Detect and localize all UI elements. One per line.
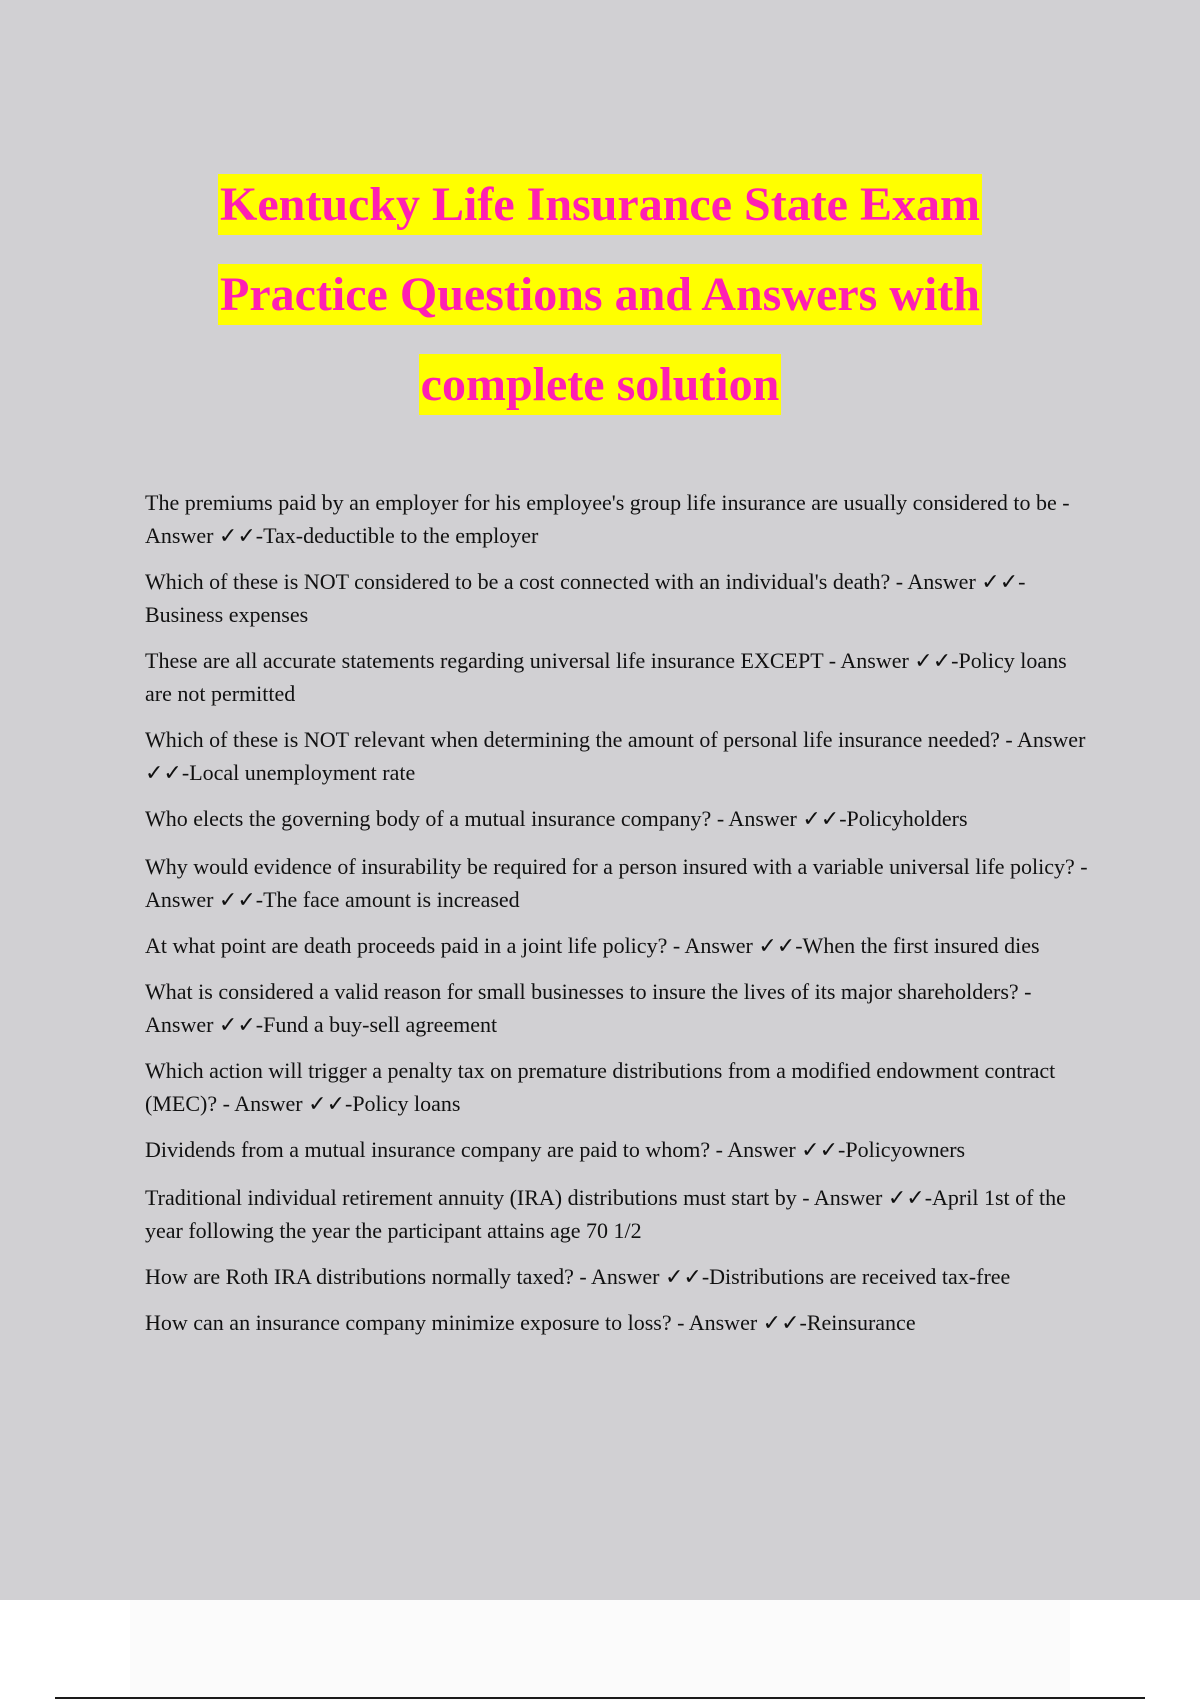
- qa-item: How are Roth IRA distributions normally taxed? - Answer ✓✓-Distributions are received tax-free: [145, 1264, 1011, 1289]
- qa-item: At what point are death proceeds paid in a joint life policy? - Answer ✓✓-When the first insured dies: [145, 933, 1040, 958]
- qa-item: The premiums paid by an employer for his employee's group life insurance are usually considered to be - Answer ✓✓-Tax-deductible to the employer: [145, 490, 1070, 548]
- footer-shade: [130, 1600, 1070, 1700]
- qa-item: Which of these is NOT considered to be a cost connected with an individual's death? - Answer ✓✓-Business expenses: [145, 569, 1026, 627]
- qa-item: What is considered a valid reason for small businesses to insure the lives of its major shareholders? - Answer ✓✓-Fund a buy-sell agreement: [145, 979, 1032, 1037]
- qa-item: Which action will trigger a penalty tax on premature distributions from a modified endowment contract (MEC)? - Answer ✓✓-Policy loans: [145, 1058, 1056, 1116]
- qa-item: Why would evidence of insurability be required for a person insured with a variable universal life policy? - Answer ✓✓-The face amount is increased: [145, 854, 1088, 912]
- qa-item: Which of these is NOT relevant when determining the amount of personal life insurance needed? - Answer ✓✓-Local unemployment rate: [145, 727, 1086, 785]
- footer-divider: [55, 1697, 1145, 1699]
- page-footer-area: [0, 1600, 1200, 1700]
- title-line-2: Practice Questions and Answers with: [0, 250, 1200, 340]
- qa-item: Who elects the governing body of a mutual insurance company? - Answer ✓✓-Policyholders: [145, 806, 968, 831]
- title-line-3: complete solution: [0, 340, 1200, 430]
- question-answer-list: [145, 486, 1090, 1354]
- qa-item: These are all accurate statements regarding universal life insurance EXCEPT - Answer ✓✓-Policy loans are not permitted: [145, 648, 1067, 706]
- qa-item: Traditional individual retirement annuity (IRA) distributions must start by - Answer ✓✓-April 1st of the year following the year the participant attains age 70 1/2: [145, 1185, 1066, 1243]
- qa-item: How can an insurance company minimize exposure to loss? - Answer ✓✓-Reinsurance: [145, 1310, 916, 1335]
- qa-item: Dividends from a mutual insurance company are paid to whom? - Answer ✓✓-Policyowners: [145, 1137, 966, 1162]
- title-line-1: Kentucky Life Insurance State Exam: [0, 160, 1200, 250]
- document-title: [0, 160, 1200, 430]
